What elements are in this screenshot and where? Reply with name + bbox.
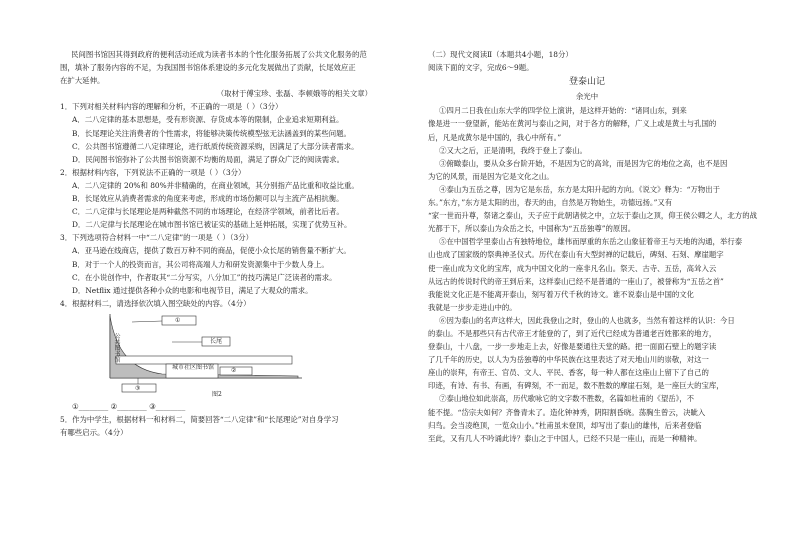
long-tail-label: 长尾: [210, 337, 223, 345]
intro-line: 在扩大延伸。: [60, 76, 105, 86]
article-line: 能不提。“岱宗夫如何？齐鲁青未了。造化钟神秀，阴阳割昏晓。荡胸生曾云，决眦入: [428, 407, 706, 417]
source-note: （取材于傅宝珍、张磊、李顿娥等的相关文章）: [216, 89, 372, 99]
article-line: “家一世而升尊，祭诸之泰山，天子应于此朝诸侯之中，立坛于泰山之顶，仰王侯公卿之人，北方的战: [428, 211, 757, 221]
article-line: 我就是一步步走进山中的。: [428, 302, 517, 312]
question-1-stem: 1．下列对相关材料内容的理解和分析，不正确的一项是（ ）（3分）: [60, 102, 283, 112]
reading-instruction: 阅读下面的文字，完成6～9题。: [428, 63, 534, 73]
intro-line: 围，填补了服务内容的不足，为我国图书馆体系建设的多元化发展做出了贡献，长尾效应正: [60, 63, 356, 73]
question-3-option-b: B．对于一个人的投资而言，其公司将高端人力和研发资源集中于少数人身上。: [72, 259, 329, 269]
article-line: 至此，又有几人不吟诵此诗？泰山之于中国人，已经不只是一座山，而是一种精神。: [428, 433, 702, 443]
question-2-option-d: D．二八定律与长尾理论在城市图书馆已被证实的基础上延伸拓展，实现了优势互补。: [72, 220, 352, 230]
article-line: 使一座山成为文化的宝库，成为中国文化的一座非凡名山。祭天、古寺、五岳，高耸入云: [428, 263, 717, 273]
question-2-stem: 2．根据材料内容，下列说法不正确的一项是（ ）（3分）: [60, 167, 246, 177]
intro-line: 民间图书馆因其得到政府的便利活动还成为读者书本的个性化服务拓展了公共文化服务的范: [71, 50, 367, 59]
article-author: 余光中: [575, 92, 599, 102]
question-3-option-d: D．Netflix 通过提供各种小众的电影和电视节目，满足了大观众的需求。: [72, 285, 313, 295]
question-4-stem: 4．根据材料二，请选择依次填入图空缺处的内容。（4分）: [60, 298, 251, 308]
article-line: 山也成了国家级的祭典神圣仪式。历代在泰山有大型封禅的记载后，碑刻、石刻、摩崖题字: [428, 250, 724, 260]
article-line: 座山的崇拜，有帝王、官员、文人、平民、香客，每一种人都在这座山上留下了自己的: [428, 368, 709, 378]
question-1-option-a: A．二八定律的基本思想是，受有形资源、存货成本等的限制，企业追求短期利益。: [72, 115, 344, 125]
article-line: 的泰山。不是那些只有古代帝王才能登的了，到了近代已经成为普通老百姓都来的地方，: [428, 328, 717, 338]
article-line: 归鸟。会当凌绝顶，一览众山小。”杜甫虽未登顶，却写出了泰山的雄伟，后来者登临: [428, 420, 702, 430]
article-line: ⑦泰山地位如此崇高，历代歌咏它的文字数不胜数，名篇如杜甫的《望岳》，不: [439, 394, 695, 404]
blank-1-label: ①: [175, 316, 181, 324]
article-line: ③俯瞰泰山，要从众多台阶开始，不是因为它的高耸，而是因为它的地位之高，也不是因: [439, 158, 728, 168]
question-3-option-c: C．在小说创作中，作者取其“二分写实，八分加工”的技巧满足广泛读者的需求。: [72, 272, 337, 282]
section-heading: （二）现代文阅读Ⅱ（本题共4小题，18分）: [428, 50, 573, 59]
article-line: ②又大之后，正是清明，我终于登上了泰山。: [439, 145, 587, 155]
article-body: [428, 104, 757, 444]
question-1-option-b: B．长尾理论关注消费者的个性需求，将能够决策传统模型弦无法涵盖到的某些问题。: [72, 128, 351, 138]
article-line: 登泰山，十八盘，一步一步地走上去，好像是要通往天堂的路。把一面面石壁上的题字读: [428, 342, 717, 352]
left-column: [60, 48, 372, 439]
article-line: 后，凡是成黄尔是中国的，我心中所有。”: [428, 132, 562, 142]
blank-3-label: ③: [135, 384, 141, 392]
long-tail-diagram: [102, 312, 312, 398]
question-2-option-a: A．二八定律的 20%和 80%并非精确的，在商业领域，其分别指产品比重和收益比重。: [72, 180, 359, 190]
article-line: 为它的风景，而是因为它是文化之山。: [428, 171, 554, 181]
article-line: 印迹，有诗、有书、有画，有碑刻，不一而足，数不胜数的摩崖石刻，是一座巨大的宝库，: [428, 381, 724, 391]
question-2-option-b: B．长尾效应从消费者需求的角度来考虑，形成的市场份额可以与主流产品相抗衡。: [72, 194, 344, 204]
question-1-option-c: C．公共图书馆遵循二八定律理论，进行纸质传统资源采购，因满足了大部分读者需求。: [72, 141, 359, 151]
article-title: 登泰山记: [568, 77, 605, 88]
question-5-stem: 有哪些启示。（4分）: [60, 428, 128, 438]
blank-2-label: ②: [231, 366, 237, 374]
public-library-label: 公共图书馆: [114, 332, 121, 364]
question-1-option-d: D．民间图书馆弥补了公共图书馆资源不均衡的局面，满足了群众广泛的阅读需求。: [72, 154, 344, 164]
article-line: 东。”东方，”东方是太阳的出，春天的由，自然是万物始生，功德远扬。”又有: [428, 198, 673, 208]
question-3-stem: 3．下列选项符合材料一中“二八定律”的一项是（ ）（3分）: [60, 233, 253, 243]
city-library-label: 城市社区图书馆: [171, 363, 214, 371]
article-line: 我能说文化正是不能离开泰山，刻写着万代千秋的诗文。谁不说泰山是中国的文化: [428, 289, 695, 299]
question-5-stem: 5．作为中学生，根据材料一和材料二，简要回答“二八定律”和“长尾理论”对自身学习: [60, 414, 339, 424]
article-line: 了几千年的历史，以人为为岳独尊的中华民族在这里表达了对天地山川的崇敬，对这一: [428, 355, 709, 365]
article-line: 从远古的传说时代的帝王到后来，这样泰山已经不是普通的一座山了，被誉称为“五岳之首”: [428, 276, 724, 286]
right-column: [428, 48, 757, 445]
question-4-answer-blanks: ①________ ②________ ③________: [72, 401, 186, 411]
question-3-option-a: A．亚马逊在线商店，提供了数百万种不同的商品，促使小众长尾的销售量不断扩大。: [72, 246, 351, 256]
article-line: 光都于下，所以泰山为众岳之长，中国称为“五岳独尊”的原因。: [428, 224, 636, 234]
question-2-option-c: C．二八定律与长尾理论是两种截然不同的市场理论，在经济学领域，前者比后者。: [72, 207, 344, 217]
article-line: ⑥因为泰山的名声这样大，因此我登山之时，登山的人也就多，当然有着这样的认识：今日: [439, 315, 735, 325]
article-line: ⑤在中国哲学里泰山占有独特地位，雄伟而厚重的东岳之山象征着帝王与天地的沟通，举行泰: [439, 237, 743, 247]
article-line: 像是进一一登望新，能站在黄河与泰山之间，对于各方的解释，广义上或是黄土与孔国的: [428, 119, 717, 129]
article-line: ④泰山为五岳之尊，因为它是东岳，东方是太阳升起的方向。《说文》释为：“万物出于: [439, 184, 721, 194]
long-tail-diagram-graphic: [102, 312, 312, 398]
figure-caption: 图2: [212, 390, 222, 398]
article-line: ①四月二日我在山东大学的四学位上演讲，是这样开始的：“诸同山东，到来: [439, 106, 687, 116]
